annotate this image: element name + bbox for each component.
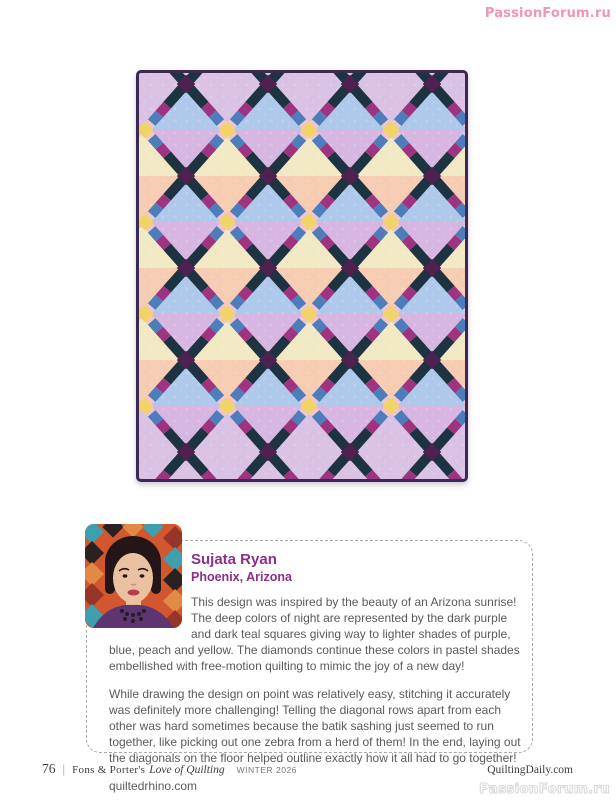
author-photo <box>85 524 182 628</box>
author-portrait-image <box>85 524 182 628</box>
author-location: Phoenix, Arizona <box>191 570 292 584</box>
issue-label: WINTER 2026 <box>236 765 297 775</box>
footer-separator: | <box>62 761 66 776</box>
page-number: 76 <box>42 761 56 776</box>
publisher-site: QuiltingDaily.com <box>487 764 573 776</box>
quilt-photo <box>136 70 468 482</box>
magazine-name: Fons & Porter's <box>72 764 146 776</box>
author-website: quiltedrhino.com <box>109 779 198 793</box>
footer-left <box>42 761 297 777</box>
magazine-title: Love of Quilting <box>149 764 225 776</box>
watermark-bottom-right: PassionForum.ru <box>479 781 610 797</box>
quilt-image <box>136 70 468 482</box>
author-paragraph-2: While drawing the design on point was relatively easy, stitching it accurately was definitely more challenging! Telling the diagonal rows apart from each other was hard sometimes because the batik sashing just seemed to run together, like picking out one zebra from a herd of them! In the end, laying out the diagonals on the floor helped outline exactly how it all had to go together! <box>109 687 521 765</box>
author-paragraph-1: This design was inspired by the beauty of an Arizona sunrise! The deep colors of night are represented by the dark purple and dark teal squares giving way to lighter shades of purple, blue, peach and yellow. The diamonds continue these colors in pastel shades embellished with free-motion quilting to mimic the joy of a new day! <box>109 595 520 673</box>
page-footer <box>42 761 573 777</box>
watermark-top-right: PassionForum.ru <box>484 6 611 21</box>
author-name: Sujata Ryan <box>191 551 277 568</box>
